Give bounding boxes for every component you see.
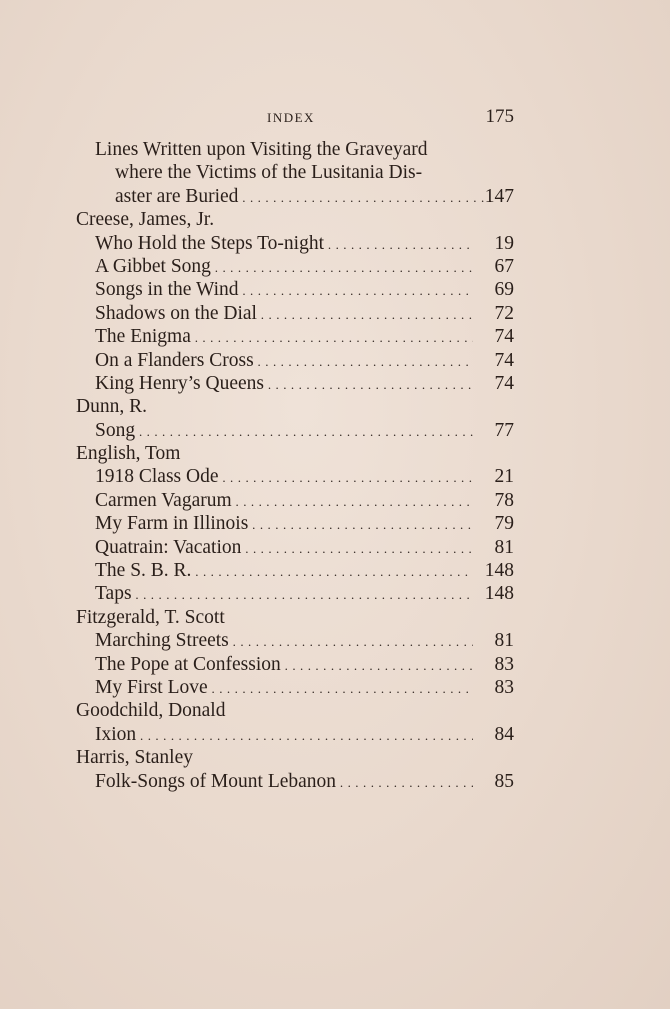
index-entry-page: 148	[484, 560, 514, 582]
index-entry-title: My First Love	[95, 676, 208, 698]
index-entry-page: 83	[494, 653, 514, 675]
index-list	[0, 138, 670, 793]
index-entry-title: Ixion	[95, 723, 137, 745]
running-head-title: INDEX	[267, 110, 315, 125]
index-entry-title: Song	[95, 419, 136, 441]
index-entry-page: 84	[494, 723, 514, 745]
index-entry	[0, 278, 670, 301]
index-entry-page: 147	[484, 185, 514, 207]
index-entry	[0, 232, 670, 255]
index-entry-title-continued: where the Victims of the Lusitania Dis-	[115, 162, 423, 184]
index-entry-page: 72	[494, 302, 514, 324]
index-author: English, Tom	[76, 443, 181, 465]
index-entry-page: 81	[494, 536, 514, 558]
index-entry-title: Shadows on the Dial	[95, 302, 257, 324]
index-author: Dunn, R.	[76, 396, 147, 418]
index-entry	[0, 559, 670, 582]
index-entry	[0, 302, 670, 325]
index-entry	[0, 185, 670, 208]
index-entry-title: Carmen Vagarum	[95, 489, 232, 511]
index-entry	[0, 629, 670, 652]
index-entry-title: The Enigma	[95, 326, 191, 348]
index-entry-page: 67	[494, 255, 514, 277]
running-head	[0, 106, 670, 134]
index-author: Goodchild, Donald	[76, 700, 226, 722]
index-author: Harris, Stanley	[76, 747, 193, 769]
index-entry-title: Quatrain: Vacation	[95, 536, 242, 558]
index-entry-title: The Pope at Confession	[95, 653, 281, 675]
index-entry-page: 74	[494, 349, 514, 371]
index-entry	[0, 770, 670, 793]
index-entry-title: My Farm in Illinois	[95, 513, 249, 535]
index-entry-page: 21	[494, 466, 514, 488]
index-entry-page: 148	[484, 583, 514, 605]
index-entry-title: Folk-Songs of Mount Lebanon	[95, 770, 337, 792]
index-entry-title: A Gibbet Song	[95, 255, 211, 277]
index-entry-title: King Henry’s Queens	[95, 372, 264, 394]
index-entry-title: The S. B. R.	[95, 560, 192, 582]
index-entry-title: 1918 Class Ode	[95, 466, 219, 488]
page-number: 175	[485, 106, 514, 127]
index-entry-page: 83	[494, 676, 514, 698]
index-entry-page: 69	[494, 279, 514, 301]
index-entry	[0, 465, 670, 488]
index-entry-title: Songs in the Wind	[95, 279, 239, 301]
index-entry	[0, 325, 670, 348]
index-entry	[0, 255, 670, 278]
index-entry-page: 81	[494, 630, 514, 652]
index-entry	[0, 536, 670, 559]
index-entry	[0, 653, 670, 676]
index-entry	[0, 489, 670, 512]
index-entry-title: On a Flanders Cross	[95, 349, 254, 371]
index-entry	[0, 372, 670, 395]
index-entry	[0, 582, 670, 605]
index-entry-title: Who Hold the Steps To-night	[95, 232, 325, 254]
index-entry-page: 74	[494, 326, 514, 348]
index-entry	[0, 723, 670, 746]
index-entry	[0, 512, 670, 535]
index-entry-page: 78	[494, 489, 514, 511]
index-entry-page: 85	[494, 770, 514, 792]
index-entry-page: 74	[494, 372, 514, 394]
index-entry-page: 79	[494, 513, 514, 535]
index-entry-page: 77	[494, 419, 514, 441]
index-entry-title: Marching Streets	[95, 630, 229, 652]
index-entry-title: Lines Written upon Visiting the Graveyard	[95, 139, 428, 160]
index-entry-title: aster are Buried	[115, 185, 239, 207]
index-entry-page: 19	[494, 232, 514, 254]
index-author: Fitzgerald, T. Scott	[76, 606, 225, 628]
index-entry	[0, 349, 670, 372]
index-entry-title: Taps	[95, 583, 132, 605]
index-entry	[0, 419, 670, 442]
index-entry	[0, 676, 670, 699]
index-author: Creese, James, Jr.	[76, 209, 215, 231]
